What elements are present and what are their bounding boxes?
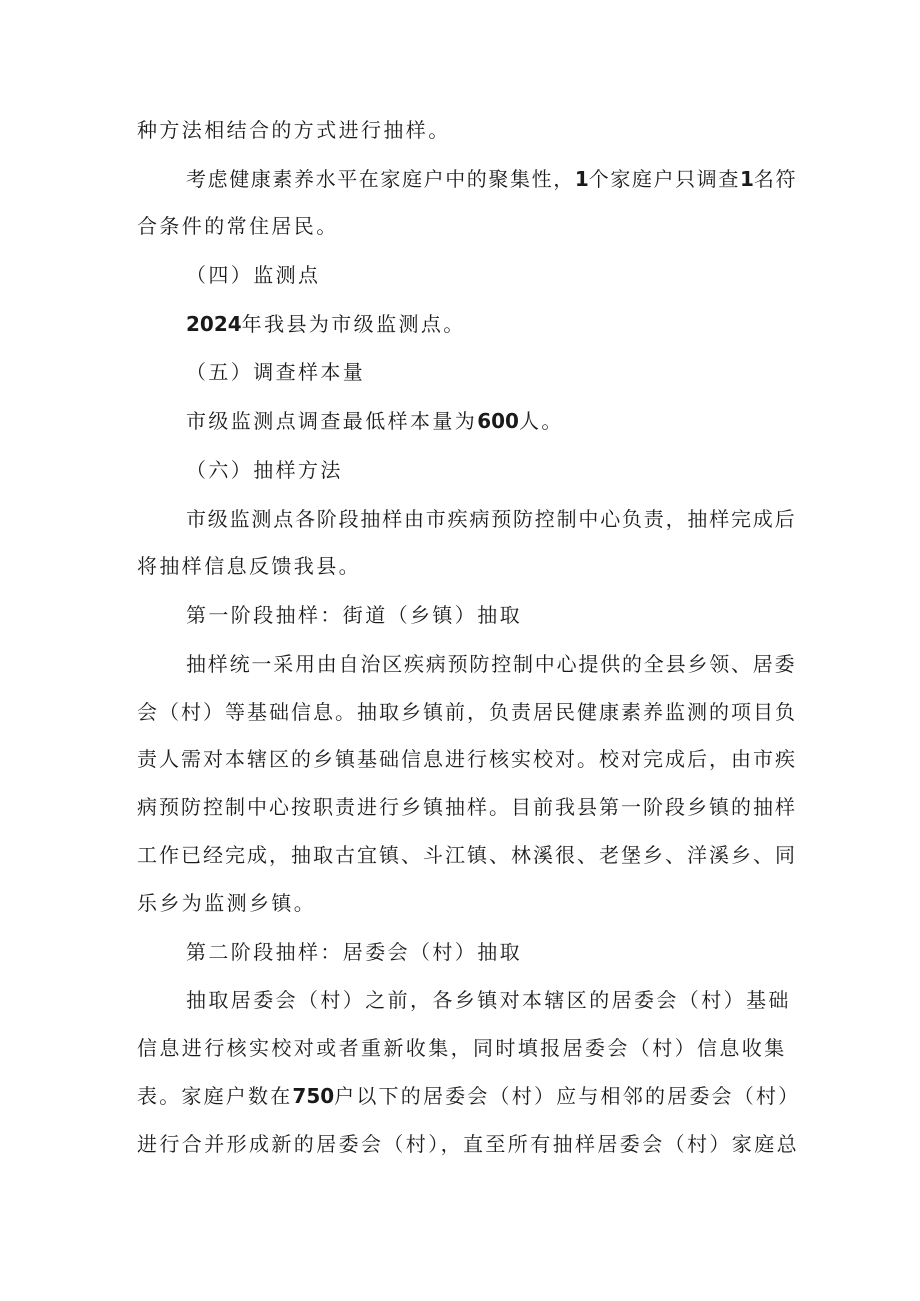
text-line-12: 抽样统一采用由自治区疾病预防控制中心提供的全县乡领、居委 <box>186 652 797 676</box>
section-heading-4: （四）监测点 <box>186 263 321 287</box>
subsection-heading-stage-1: 第一阶段抽样：街道（乡镇）抽取 <box>186 603 522 627</box>
text-line-2: 考虑健康素养水平在家庭户中的聚集性，1个家庭户只调查1名符 <box>186 167 798 191</box>
text-line-10: 将抽样信息反馈我县。 <box>137 554 361 578</box>
text-line-3: 合条件的常住居民。 <box>137 214 339 238</box>
text-line-1: 种方法相结合的方式进行抽样。 <box>137 118 451 142</box>
text-line-13: 会（村）等基础信息。抽取乡镇前，负责居民健康素养监测的项目负 <box>137 700 797 724</box>
text-line-16: 工作已经完成，抽取古宜镇、斗江镇、林溪很、老堡乡、洋溪乡、同 <box>137 843 797 867</box>
text-line-15: 病预防控制中心按职责进行乡镇抽样。目前我县第一阶段乡镇的抽样 <box>137 795 797 819</box>
text-line-21: 表。家庭户数在750户以下的居委会（村）应与相邻的居委会（村） <box>137 1084 801 1108</box>
text-line-9: 市级监测点各阶段抽样由市疾病预防控制中心负责，抽样完成后 <box>186 507 797 531</box>
text-line-22: 进行合并形成新的居委会（村），直至所有抽样居委会（村）家庭总 <box>137 1132 799 1156</box>
section-heading-5: （五）调查样本量 <box>186 360 366 384</box>
text-line-20: 信息进行核实校对或者重新收集，同时填报居委会（村）信息收集 <box>137 1036 787 1060</box>
text-line-14: 责人需对本辖区的乡镇基础信息进行核实校对。校对完成后，由市疾 <box>137 747 797 771</box>
section-heading-6: （六）抽样方法 <box>186 458 343 482</box>
text-line-17: 乐乡为监测乡镇。 <box>137 891 317 915</box>
subsection-heading-stage-2: 第二阶段抽样：居委会（村）抽取 <box>186 940 522 964</box>
text-line-19: 抽取居委会（村）之前，各乡镇对本辖区的居委会（村）基础 <box>186 988 791 1012</box>
text-line-7: 市级监测点调查最低样本量为600人。 <box>186 409 564 433</box>
text-line-5: 2024年我县为市级监测点。 <box>186 312 466 336</box>
